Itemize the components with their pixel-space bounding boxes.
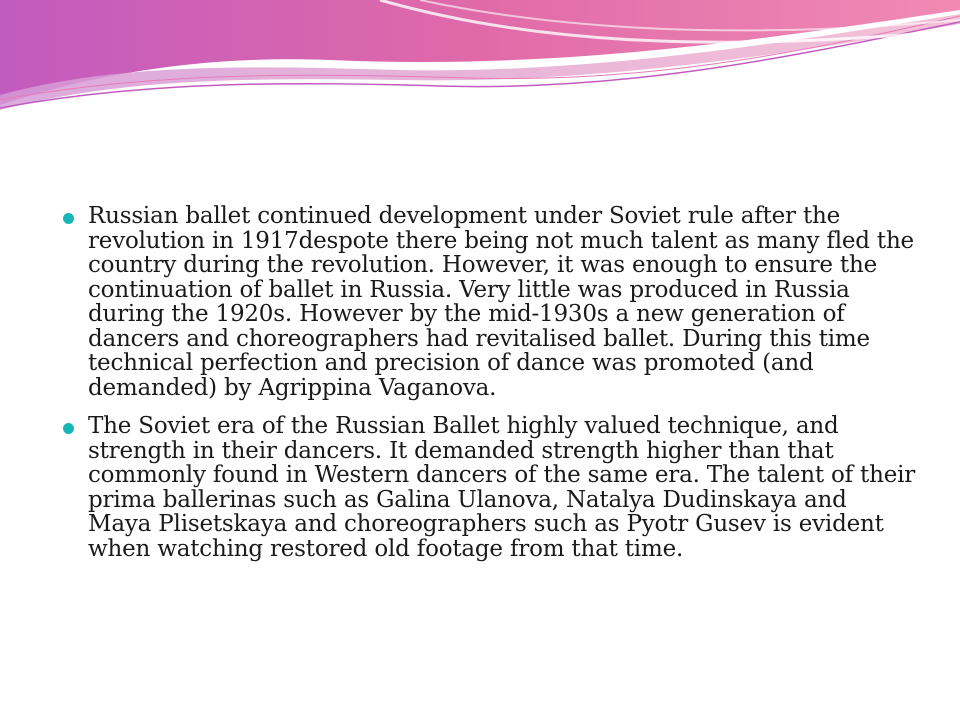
bullet-list [56,204,916,575]
bullet-dot-icon [63,423,74,434]
bullet-item-2 [56,414,916,561]
bullet-text: The Soviet era of the Russian Ballet highly valued technique, and strength in their dancers. It demanded strength higher than that commonly found in Western dancers of the same era. The talent of their prima ballerinas such as Galina Ulanova, Natalya Dudinskaya and Maya Plisetskaya and choreographers such as Pyotr Gusev is evident when watching restored old footage from that time. [88,413,916,562]
bullet-text: Russian ballet continued development under Soviet rule after the revolution in 1917despote there being not much talent as many fled the country during the revolution. However, it was enough to ensure the continuation of ballet in Russia. Very little was produced in Russia during the 1920s. However by the mid-1930s a new generation of dancers and choreographers had revitalised ballet. During this time technical perfection and precision of dance was promoted (and demanded) by Agrippina Vaganova. [88,203,914,401]
bullet-item-1 [56,204,916,400]
header-wave-decoration [0,0,960,130]
bullet-dot-icon [63,213,74,224]
